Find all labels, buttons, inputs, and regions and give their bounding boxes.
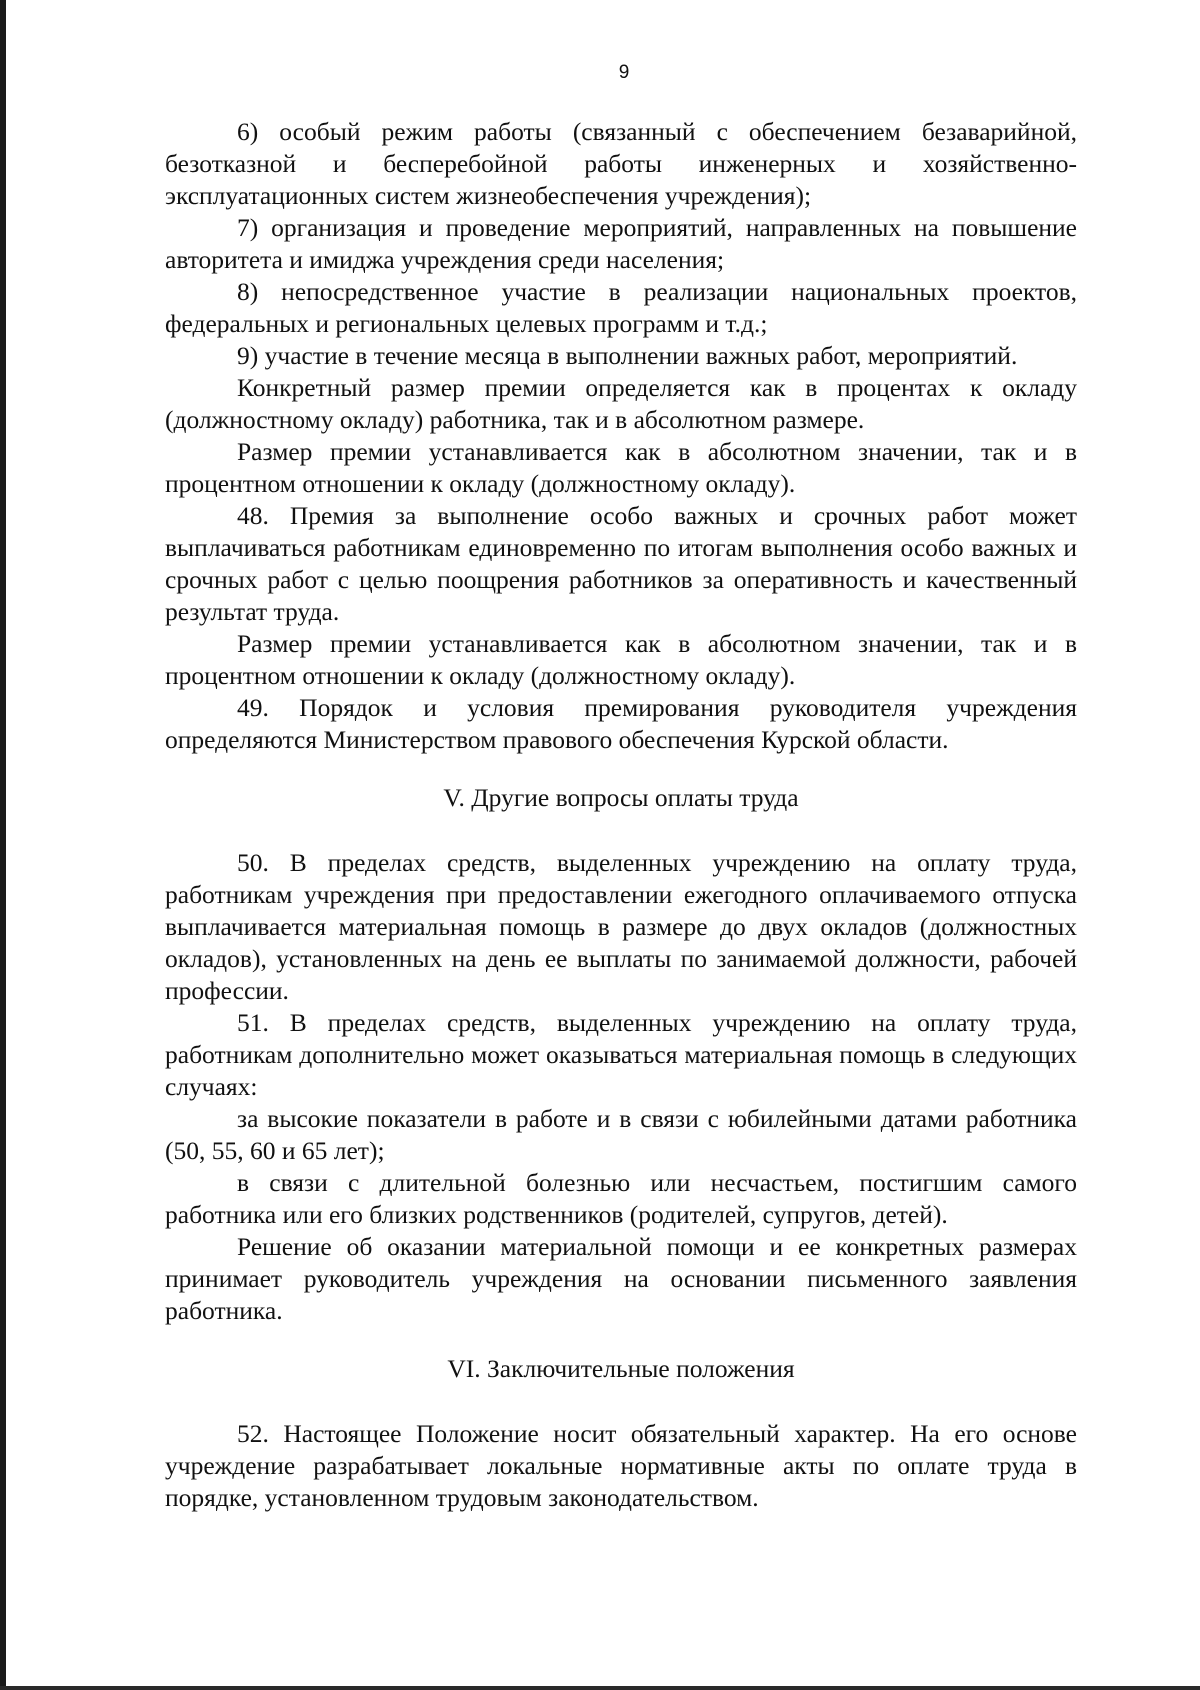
case-illness: в связи с длительной болезнью или несчастьем, постигшим самого работника или его близких родственников (родителей, супругов, детей).: [165, 1168, 1077, 1229]
clause-49: 49. Порядок и условия премирования руководителя учреждения определяются Министерством правового обеспечения Курской области.: [165, 693, 1077, 754]
section-vi-heading: VI. Заключительные положения: [447, 1354, 795, 1383]
list-item-8: 8) непосредственное участие в реализации национальных проектов, федеральных и региональных целевых программ и т.д.;: [165, 277, 1077, 338]
clause-48: 48. Премия за выполнение особо важных и срочных работ может выплачиваться работникам единовременно по итогам выполнения особо важных и срочных работ с целью поощрения работников за оперативность и качественный результат труда.: [165, 501, 1077, 626]
clause-51: 51. В пределах средств, выделенных учреждению на оплату труда, работникам дополнительно может оказываться материальная помощь в следующих случаях:: [165, 1008, 1077, 1101]
scan-edge-bottom: [0, 1686, 1200, 1690]
clause-50: 50. В пределах средств, выделенных учреждению на оплату труда, работникам учреждения при предоставлении ежегодного оплачиваемого отпуска выплачивается материальная помощь в размере до двух окладов (должностных окладов), установленных на день ее выплаты по занимаемой должности, рабочей профессии.: [165, 848, 1077, 1005]
scan-edge-left: [0, 0, 6, 1690]
paragraph-decision: Решение об оказании материальной помощи и ее конкретных размерах принимает руководитель учреждения на основании письменного заявления работника.: [165, 1232, 1077, 1325]
clause-52: 52. Настоящее Положение носит обязательный характер. На его основе учреждение разрабатывает локальные нормативные акты по оплате труда в порядке, установленном трудовым законодательством.: [165, 1419, 1077, 1512]
page-number: 9: [618, 62, 630, 83]
list-item-9: 9) участие в течение месяца в выполнении важных работ, мероприятий.: [237, 341, 1018, 370]
list-item-6: 6) особый режим работы (связанный с обеспечением безаварийной, безотказной и бесперебойной работы инженерных и хозяйственно-эксплуатационных систем жизнеобеспечения учреждения);: [165, 117, 1077, 210]
paragraph-bonus-size: Конкретный размер премии определяется как в процентах к окладу (должностному окладу) работника, так и в абсолютном размере.: [165, 373, 1077, 434]
paragraph-bonus-value: Размер премии устанавливается как в абсолютном значении, так и в процентном отношении к окладу (должностному окладу).: [165, 437, 1077, 498]
section-v-heading: V. Другие вопросы оплаты труда: [443, 783, 799, 812]
case-anniversary: за высокие показатели в работе и в связи с юбилейными датами работника (50, 55, 60 и 65 лет);: [165, 1104, 1077, 1165]
document-page: [165, 58, 1077, 1514]
paragraph-bonus-value-2: Размер премии устанавливается как в абсолютном значении, так и в процентном отношении к окладу (должностному окладу).: [165, 629, 1077, 690]
list-item-7: 7) организация и проведение мероприятий, направленных на повышение авторитета и имиджа учреждения среди населения;: [165, 213, 1077, 274]
